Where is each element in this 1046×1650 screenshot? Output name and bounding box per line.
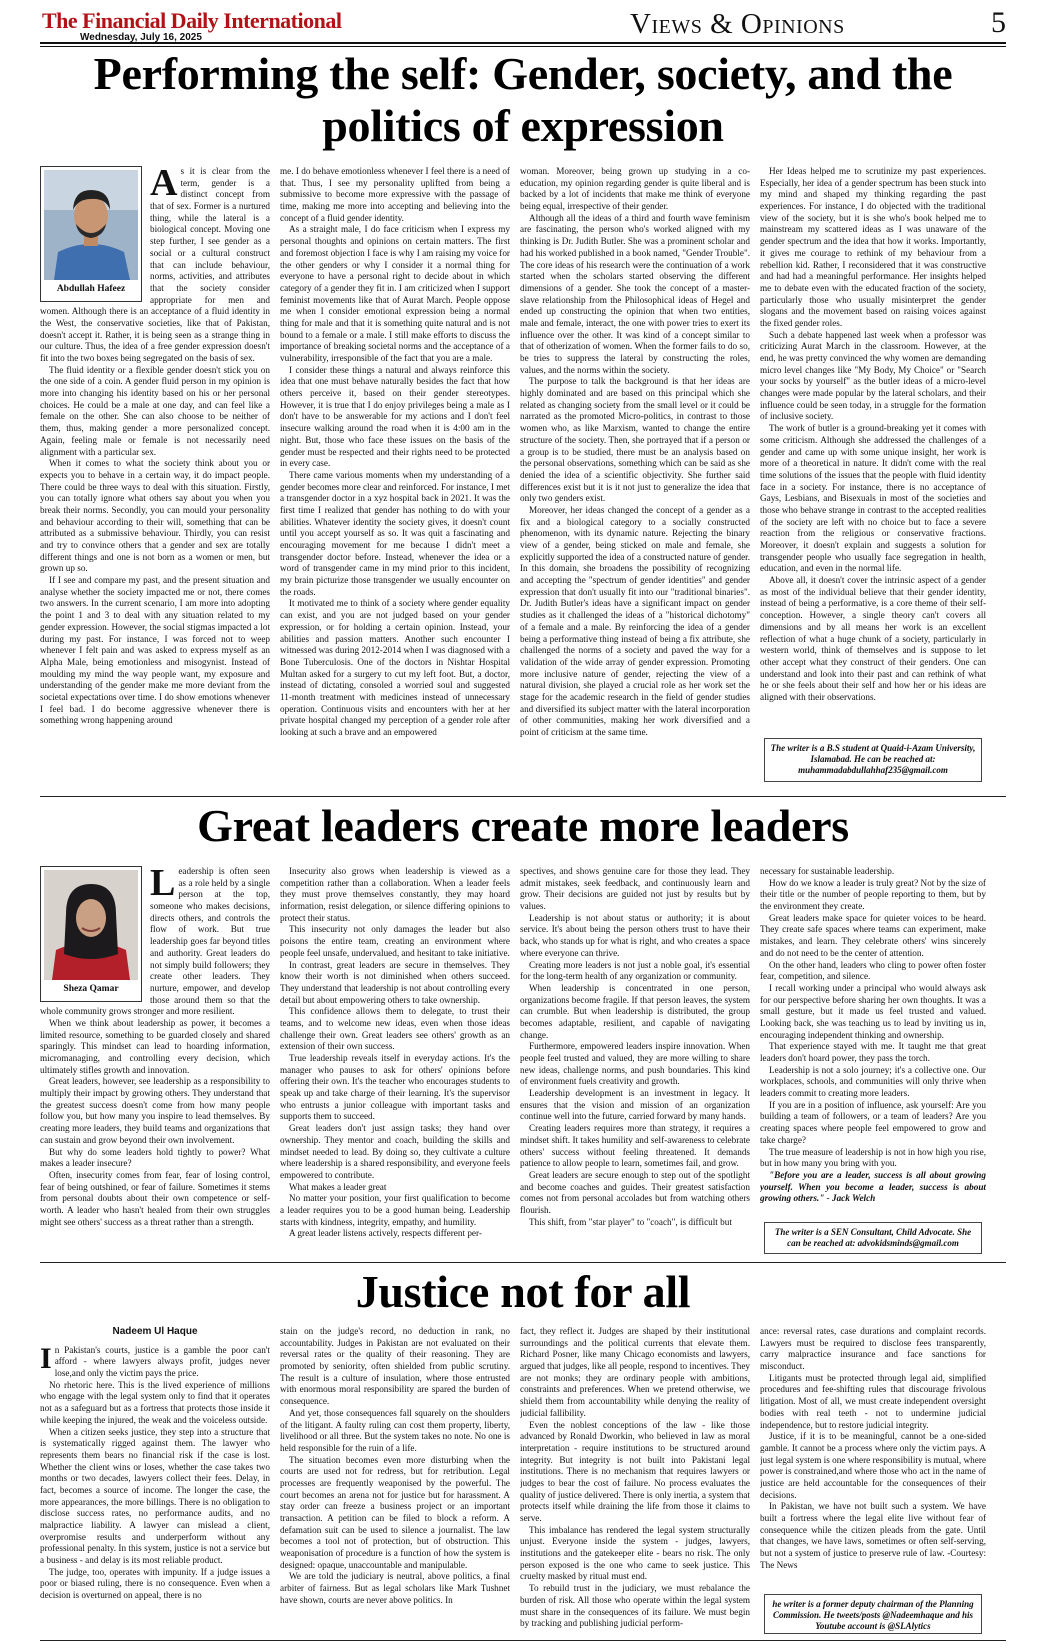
paragraph: Often, insecurity comes from fear, fear of losing control, fear of being outshined, or fear of failure. Sometimes it stems from personal doubts about their own competence or self-worth. A leader who hasn't healed from their own struggles might see others' success as a threat rather than a strength.	[40, 1169, 270, 1227]
paragraph: This confidence allows them to delegate, to trust their teams, and to welcome new ideas, even when those ideas challenge their own. Great leaders see others' growth as an extension of their own success.	[280, 1006, 510, 1052]
author-photo-box	[40, 166, 142, 302]
paragraph: Even the noblest conceptions of the law - like those advanced by Ronald Dworkin, who believed in law as moral interpretation - require institutions to be structured around integrity. But integrity is not built into Pakistani legal institutions. There is no mechanism that requires lawyers or judges to bear the cost of failure. No process evaluates the quality of justice delivered. There is only inertia, a system that protects itself while draining the life from those it claims to serve.	[520, 1419, 750, 1523]
pull-quote: "Before you are a leader, success is all about growing yourself. When you become a leader, success is about growing others." - Jack Welch	[760, 1169, 986, 1204]
paragraph: Justice, if it is to be meaningful, cannot be a one-sided gamble. It cannot be a process where only the victim pays. A just legal system is one where responsibility is mutual, where power is constrained,and where those who act in the name of justice are held accountable for the consequences of their decisions.	[760, 1431, 986, 1500]
masthead-rule	[40, 46, 1006, 47]
paragraph: Moreover, her ideas changed the concept of a gender as a fix and a biological category to a socially constructed phenomenon, with its dynamic nature. Rejecting the binary view of a gender, being sticked on male and female, she explicitly supported the idea of a constructed nature of gender. In this domain, she broadens the possibility of recognizing and accepting the "spectrum of gender identities" and gender expression that don't usually fit into our "traditional binaries". Dr. Judith Butler's ideas have a significant impact on gender studies as it challenged the ideas of a "historical dichotomy" of a female and a male. By reinforcing the idea of a gender being a performative thing instead of being a fix attribute, she challenged the norms of a society and paved the way for a validation of the wide array of gender expression. Promoting more inclusive nature of gender, rejecting the view of a natural division, she played a crucial role as her work set the stage for the academic research in the field of gender studies and diversified its subject matter with the lateral incorporation of other communities, making her work diversified and a point of criticism at the same time.	[520, 504, 750, 737]
masthead	[40, 6, 1006, 44]
paragraph: Although all the ideas of a third and fourth wave feminism are fascinating, the person who's worked aligned with my thinking is Dr. Judith Butler. She was a prominent scholar and had his worked published in a book named, "Gender Trouble". The core ideas of his research were the continuation of a work started when the scholars started observing the different dimensions of a gender. She took the concept of a master-slave relationship from the Philosophical ideas of Hegel and ended up constructing the opinion that when two entities, male and female, interact, the one with power tries to exert its influence over the other. It was kind of a concept similar to that of otherization of women. When the former fails to do so, be tries to suppress the lateral by constructing the roles, values, and the norms within the society.	[520, 212, 750, 375]
paragraph: The fluid identity or a flexible gender doesn't stick you on the one side of a coin. A gender fluid person in my opinion is more into changing his identity based on his or her personal choices. He could be a male at one day, and can feel like a female on the other. She can also choose to be neither of them, thus, making gender a more personalized concept. Again, feeling male or female is not necessarily need alignment with a particular sex.	[40, 364, 270, 457]
paragraph: When we think about leadership as power, it becomes a limited resource, something to be guarded closely and shared sparingly. This mindset can lead to hoarding information, micromanaging, and controlling every decision, which ultimately stifles growth and innovation.	[40, 1017, 270, 1075]
paragraph: Creating more leaders is not just a noble goal, it's essential for the long-term health of any organization or community.	[520, 959, 750, 982]
column-4	[760, 166, 986, 732]
paragraph: As a straight male, I do face criticism when I express my personal thoughts and opinions on certain matters. The first and foremost objection I face is why I am raising my voice for the other genders or why I consider it a normal thing for everyone to have a personal right to decide about in which category of a gender they fit in. I am criticized when I support feminist movements like that of Aurat March. People oppose me when I consider emotional expression being a normal thing for male and that it is something quite natural and is not bound to a female or a male. I still make efforts to discuss the importance of breaking societal norms and the acceptance of a vulnerability, irresponsible of the fact that you are a male.	[280, 224, 510, 363]
paragraph: Furthermore, empowered leaders inspire innovation. When people feel trusted and valued, they are more willing to share new ideas, challenge norms, and push boundaries. This kind of environment fuels creativity and growth.	[520, 1041, 750, 1087]
paragraph: Such a debate happened last week when a professor was criticizing Aurat March in the classroom. However, at the end, he was pretty convinced the why women are demanding micro level changes like "My Body, My Choice" or "Search your socks by yourself" as the butler ideas of a micro-level changes were made popular by the lateral scholars, and their influence could be seen today, in a struggle for the formation of inclusive society.	[760, 329, 986, 422]
author-photo	[44, 870, 138, 980]
paragraph: This insecurity not only damages the leader but also poisons the entire team, creating an environment where people feel unsafe, undervalued, and hesitant to take initiative.	[280, 924, 510, 958]
column-3	[520, 1326, 750, 1636]
paragraph: necessary for sustainable leadership.	[760, 866, 895, 876]
paragraph: When leadership is concentrated in one person, organizations become fragile. If that person leaves, the system can crumble. But when leadership is distributed, the group becomes adaptable, resilient, and capable of navigating change.	[520, 982, 750, 1040]
column-2	[280, 866, 510, 1258]
paragraph: On the other hand, leaders who cling to power often foster fear, competition, and silence.	[760, 959, 986, 982]
paragraph: Great leaders make space for quieter voices to be heard. They create safe spaces where teams can experiment, make mistakes, and learn. They celebrate others' wins sincerely and do not need to be the center of attention.	[760, 912, 986, 958]
paragraph: The situation becomes even more disturbing when the courts are used not for redress, but for retribution. Legal processes are frequently weaponised by the powerful. The court becomes an arena not for justice but for harassment. A stay order can freeze a business project or an important transaction. A petition can be filed to block a reform. A defamation suit can be used to silence a journalist. The law becomes a tool not of protection, but of obstruction. This weaponisation of procedure is a function of how the system is designed: opaque, unaccountable and manipulable.	[280, 1454, 510, 1570]
paragraph: Leadership is not a solo journey; it's a collective one. Our workplaces, schools, and communities will only thrive when leaders commit to creating more leaders.	[760, 1064, 986, 1099]
article-body	[40, 866, 1006, 1258]
paragraph: Her Ideas helped me to scrutinize my past experiences. Especially, her idea of a gender spectrum has been stuck into my mind and shaped my thinking regarding the past experiences. For instance, I do objected with the traditional view of the society, but it is she who's book helped me to mainstream my scattered ideas as I was unaware of the gender spectrum and the idea that how it works. Importantly, it gives me courage to rethink of my behaviour from a rebellion kid. Rather, I reconsidered that it was constructive and had had a meaningful performance. Her insights helped me to debate even with the educated fraction of the society, particularly those who usually misinterpret the gender slogans and the movement based on raising voices against the fixed gender roles.	[760, 166, 986, 328]
column-4	[760, 866, 986, 1216]
column-4	[760, 1326, 986, 1588]
paragraph: Leadership development is an investment in legacy. It ensures that the vision and mission of an organization continue well into the future, carried forward by many hands.	[520, 1088, 750, 1122]
paragraph: Great leaders are secure enough to step out of the spotlight and become coaches and guides. Their greatest satisfaction comes not from personal accolades but from watching others flourish.	[520, 1169, 750, 1215]
column-3	[520, 166, 750, 786]
paragraph: The purpose to talk the background is that her ideas are highly dominated and are based on this principal which she related as changing society from the small level or it could be narrated as the promoted Micro-politics, in contrast to those women who, as like Marxism, wanted to change the entire structure of the society. Then, she portrayed that if a person or a group is to be studied, there must be an analysis based on the personal observations, something which can be said as she denied the idea of a scientific objectivity. She further said differences exist but it is it not just to generalize the idea that only two genders exist.	[520, 376, 750, 504]
dropcap: A	[150, 166, 178, 204]
author-photo	[44, 170, 138, 280]
issue-date: Wednesday, July 16, 2025	[80, 32, 202, 43]
paragraph: True leadership reveals itself in everyday actions. It's the manager who pauses to ask for others' opinions before offering their own. It's the teacher who encourages students to speak up and take charge of their learning. It's the supervisor who entrusts a junior colleague with important tasks and supports them to succeed.	[280, 1053, 510, 1122]
section-divider	[40, 796, 1006, 797]
paragraph: n Pakistan's courts, justice is a gamble the poor can't afford - where lawyers always profit, judges never lose,and only the victim pays the price.	[54, 1344, 270, 1379]
paragraph: Creating leaders requires more than strategy, it requires a mindset shift. It takes humility and self-awareness to celebrate others' success without feeling threatened. It demands patience to allow people to learn, sometimes fail, and grow.	[520, 1123, 750, 1169]
article-body	[40, 166, 1006, 786]
paragraph: This imbalance has rendered the legal system structurally unjust. Everyone inside the system - judges, lawyers, institutions and the gatekeeper elite - bears no risk. The only person exposed is the one who came to seek justice. This cruelty masked by ritual must end.	[520, 1524, 750, 1582]
page-number: 5	[991, 6, 1006, 39]
paragraph: The work of butler is a ground-breaking yet it comes with some criticism. Although she addressed the challenges of a gender and came up with some unique insight, her work is more of a theoretical in nature. It didn't come with the real time solutions of the issues that the people with fluid identity face in a society. For instance, there is no acceptance of Gays, Lesbians, and Bisexuals in most of the societies and those who behave strange in contrast to the accepted realities of the society are left with no choice but to face a severe reaction from the religious or conservative fractions. Moreover, it doesn't explain and suggests a solution for transgender people who usually face segregation in health, education, and even in the normal life.	[760, 423, 986, 574]
article-body	[40, 1326, 1006, 1636]
paragraph: When a citizen seeks justice, they step into a structure that is systematically rigged against them. The lawyer who represents them bears no financial risk if the case is lost. Whether the client wins or loses, whether the case takes two months or two decades, lawyers collect their fees. Delay, in fact, becomes a source of income. The longer the case, the more appearances, the more billings. There is no obligation to disclose success rates, no performance audits, and no malpractice liability. A lawyer can mislead a client, overpromise results and underperform without any professional penalty. In this system, justice is not a service but a business - and delay is its most reliable product.	[40, 1426, 270, 1566]
column-3	[520, 866, 750, 1258]
column-1	[40, 866, 270, 1258]
paragraph: If I see and compare my past, and the present situation and analyse whether the society impacted me or not, there comes two answers. In the current scenario, I am more into adopting the point 1 and 3 to deal with any situation related to my gender expression. However, the social stigmas impacted a lot during my past. For instance, I was forced not to weep whenever I felt pain and was asked to express myself as an Alpha Male, being emotionless and misogynist. Instead of moulding my mind the way people want, my exposure and understanding of the gender make me more deviant from the societal expectations over time. I do show emotions whenever I feel bad. I do become aggressive whenever there is something wrong happening around	[40, 575, 270, 726]
column-1	[40, 166, 270, 786]
paragraph: There came various moments when my understanding of a gender becomes more clear and reinforced. For instance, I met a transgender doctor in a xyz hospital back in 2021. It was the first time I realized that gender has nothing to do with your abilities. Whatever identity the society gives, it doesn't count until you accept yourself as so. It was quit a fascinating and encouraging movement for me because I didn't meet a transgender doctor before. Instead, whenever the idea or a word of transgender came in my mind prior to this incident, my brain picturize those transgender we usually encounter on the roads.	[280, 469, 510, 597]
paragraph: The true measure of leadership is not in how high you rise, but in how many you bring with you.	[760, 1146, 986, 1169]
author-note: The writer is a B.S student at Quaid-i-Azam University, Islamabad. He can be reached at: muhammadabdullahhaf235@gmail.com	[764, 738, 982, 782]
dropcap: L	[150, 866, 176, 904]
column-2	[280, 166, 510, 786]
paragraph: Great leaders, however, see leadership as a responsibility to multiply their impact by growing others. They understand that the greatest success doesn't come from how many people follow you, but how many you inspire to lead themselves. By creating more leaders, they build teams and organizations that can sustain and grow beyond their own involvement.	[40, 1076, 270, 1145]
paragraph: In Pakistan, we have not built such a system. We have built a fortress where the legal elite live without fear of consequence while the citizen pleads from the gate. Until that changes, we have laws, sometimes or often self-serving, but not a system of justice to preserve rule of law. -Courtesy: The News	[760, 1501, 986, 1570]
paragraph: woman. Moreover, being grown up studying in a co-education, my opinion regarding gender is quite liberal and is backed by a lot of incidents that make me think of everyone being equal, irrespective of their gender.	[520, 166, 750, 212]
author-note: The writer is a SEN Consultant, Child Advocate. She can be reached at: advokidsminds@gmail.com	[764, 1222, 982, 1254]
author-photo-box	[40, 866, 142, 1002]
paragraph: What makes a leader great	[289, 1181, 387, 1192]
paragraph: No rhetoric here. This is the lived experience of millions who engage with the legal system only to find that it operates not as a safeguard but as a fortress that protects those inside it while keeping the injured, the weak and the voiceless outside.	[40, 1379, 270, 1425]
section-divider	[40, 1262, 1006, 1263]
paragraph: I recall working under a principal who would always ask for our perspective before sharing her own thoughts. It was a small gesture, but it made us feel trusted and valued. Looking back, she was teaching us to lead by inviting us in, encouraging independent thinking and ownership.	[760, 982, 986, 1040]
paragraph: Insecurity also grows when leadership is viewed as a competition rather than a collaboration. When a leader feels they must prove themselves constantly, they may hoard information, resist delegation, or silence differing opinions to protect their status.	[280, 866, 510, 923]
paragraph: fact, they reflect it. Judges are shaped by their institutional surroundings and the political currents that elevate them. Richard Posner, like many Chicago economists and lawyers, argued that judges, like all people, respond to incentives. They are not monks; they are ordinary people with ambitions, constraints and preferences. When we pretend otherwise, we shield them from accountability while denying the reality of judicial fallibility.	[520, 1326, 750, 1418]
paragraph: But why do some leaders hold tightly to power? What makes a leader insecure?	[40, 1146, 270, 1169]
paragraph: A great leader listens actively, respects different per-	[289, 1228, 482, 1239]
author-name: Abdullah Hafeez	[56, 284, 126, 294]
article-headline: Justice not for all	[355, 1266, 691, 1317]
paragraph: It motivated me to think of a society where gender equality can exist, and you are not judged based on your gender expression, or for holding a certain opinion. Instead, your abilities and passion matters. Another such encounter I witnessed was during 2012-2014 when I was diagnosed with a Bone Tuberculosis. One of the doctors in Nishtar Hospital Multan asked for a surgery to cut my left foot. But, a doctor, instead of dictating, consoled a worried soul and suggested 11-month treatment with medicines instead of unnecessary operation. Continuous visits and encounters with her at her private hospital changed my perception of a gender role after looking at such a brave and an empowered	[280, 598, 510, 737]
paragraph: Litigants must be protected through legal aid, simplified procedures and fee-shifting rules that discourage frivolous litigation. Most of all, we must create independent oversight bodies with real teeth - not to undermine judicial independence, but to restore judicial integrity.	[760, 1372, 986, 1430]
paragraph: stain on the judge's record, no deduction in rank, no accountability. Judges in Pakistan are not evaluated on their reversal rates or the quality of their reasoning. They are promoted by seniority, often shielded from public scrutiny. The result is a culture of insulation, where those entrusted with enormous moral responsibility are spared the burden of consequence.	[280, 1326, 510, 1407]
page-bottom-rule	[40, 1640, 1006, 1641]
article-headline: Great leaders create more leaders	[197, 800, 849, 851]
paragraph: I consider these things a natural and always reinforce this idea that one must behave naturally besides the fact that how others perceive it, based on their gender stereotypes. However, it is true that I do enjoy privileges being a male as I don't have to be answerable for my actions and I don't feel insecure walking around the road when it is 4:00 am in the night. But, those who face these issues on the basis of the gender must be respected and their rights need to be protected in every case.	[280, 364, 510, 469]
paragraph: s it is clear from the term, gender is a distinct concept from that of sex. Former is a nurtured thing, while the lateral is a biological concept. Moving one step further, I see gender as a social or a cultural construct that can include behaviour, norms, activities, and attributes that the society consider appropriate for men and women. Although there is an acceptance of a fluid identity in the West, the conservative societies, like that of Pakistan, doesn't accept it. Rather, it is being seen as a strange thing in our culture. Thus, the idea of a free gender expression doesn't fit into the two boxes being segregated on the basis of sex.	[40, 166, 270, 363]
paragraph: We are told the judiciary is neutral, above politics, a final arbiter of fairness. But as legal scholars like Mark Tushnet have shown, courts are never above politics. In	[280, 1571, 510, 1605]
article-gender	[40, 48, 1006, 790]
column-1	[40, 1326, 270, 1636]
author-note: he writer is a former deputy chairman of the Planning Commission. He tweets/posts @Nadeemhaque and his Youtube account is @SLAlytics	[764, 1594, 982, 1634]
paragraph: Above all, it doesn't cover the intrinsic aspect of a gender as most of the individual believe that their gender identity, instead of being a performative, is a core theme of their self-conception. However, a single theory can't covers all dimensions and by all means her work is an excellent reflection of what a huge chunk of a society, particularly in western world, think of themselves and is suppose to let other accept what they construct of their genders. One can understand and look into their past and can rethink of what he or she feels about their self and how her or his ideas are aligned with their observations.	[760, 575, 986, 702]
paragraph: eadership is often seen as a role held by a single person at the top, someone who makes decisions, directs others, and controls the flow of work. But true leadership goes far beyond titles and authority. Great leaders do not simply build followers; they create other leaders. They nurture, empower, and develop those around them so that the whole community grows stronger and more resilient.	[40, 866, 270, 1017]
paragraph: In contrast, great leaders are secure in themselves. They know their worth is not diminished when others succeed. They understand that leadership is not about controlling every detail but about empowering others to take ownership.	[280, 959, 510, 1005]
paragraph: ance: reversal rates, case durations and complaint records. Lawyers must be required to disclose fees transparently, carry malpractice insurance and face sanctions for misconduct.	[760, 1326, 986, 1372]
article-headline: Performing the self: Gender, society, and the politics of expression	[93, 48, 953, 151]
paragraph: To rebuild trust in the judiciary, we must rebalance the burden of risk. All those who operate within the legal system must share in the consequences of its failure. We must begin by tracking and publishing judicial perform-	[520, 1583, 750, 1629]
article-leadership	[40, 800, 1006, 1260]
author-portrait-female	[44, 870, 138, 980]
paragraph: Great leaders don't just assign tasks; they hand over ownership. They mentor and coach, building the skills and mindset needed to lead. By doing so, they cultivate a culture where leadership is a shared responsibility, and everyone feels empowered to contribute.	[280, 1123, 510, 1180]
paragraph: That experience stayed with me. It taught me that great leaders don't hoard power, they pass the torch.	[760, 1041, 986, 1063]
dropcap: I	[40, 1341, 52, 1375]
paragraph: This shift, from "star player" to "coach", is difficult but	[529, 1216, 732, 1227]
paper-name: The Financial Daily International	[42, 8, 342, 33]
article-justice	[40, 1266, 1006, 1638]
paragraph: Leadership is not about status or authority; it is about service. It's about being the person others trust to have their back, who stands up for what is right, and who creates a space where everyone can thrive.	[520, 912, 750, 958]
author-byline: Nadeem Ul Haque	[112, 1326, 198, 1337]
column-2	[280, 1326, 510, 1636]
paragraph: No matter your position, your first qualification to become a leader requires you to be a good human being. Leadership starts with kindness, integrity, empathy, and humility.	[280, 1193, 510, 1227]
paragraph: When it comes to what the society think about you or expects you to behave in a certain way, it do impact people. There could be three ways to deal with this situation. Firstly, you can totally ignore what others say about you when you break their norms. Secondly, you can mould your personality and behaviour according to their will, something that can be attributed as a submissive behaviour. Thirdly, you can resist and try to convince others that a gender and sex are totally different things and one is not born as a women or men, but grown up so.	[40, 458, 270, 574]
paragraph: The judge, too, operates with impunity. If a judge issues a poor or biased ruling, there is no consequence. Even when a decision is overturned on appeal, there is no	[40, 1566, 270, 1601]
paragraph: And yet, those consequences fall squarely on the shoulders of the litigant. A faulty ruling can cost them property, liberty, livelihood or all three. But the system takes no note. No one is held responsible for the ruin of a life.	[280, 1407, 510, 1453]
author-name: Sheza Qamar	[63, 984, 119, 994]
paragraph: If you are in a position of influence, ask yourself: Are you building a team of followers, or a team of leaders? Are you creating spaces where people feel empowered to grow and take charge?	[760, 1099, 986, 1145]
paragraph: How do we know a leader is truly great? Not by the size of their title or the number of people reporting to them, but by the environment they create.	[760, 877, 986, 912]
section-name: Views & Opinions	[630, 8, 845, 40]
paragraph: me. I do behave emotionless whenever I feel there is a need of that. Thus, I see my personality uplifted from being a submissive to become more expressive with the passage of time, making me more into accepting and believing into the concept of a fluid gender identity.	[280, 166, 510, 223]
author-portrait-male	[44, 170, 138, 280]
paragraph: spectives, and shows genuine care for those they lead. They admit mistakes, seek feedback, and continuously learn and grow. Their decisions are guided not just by results but by values.	[520, 866, 750, 912]
